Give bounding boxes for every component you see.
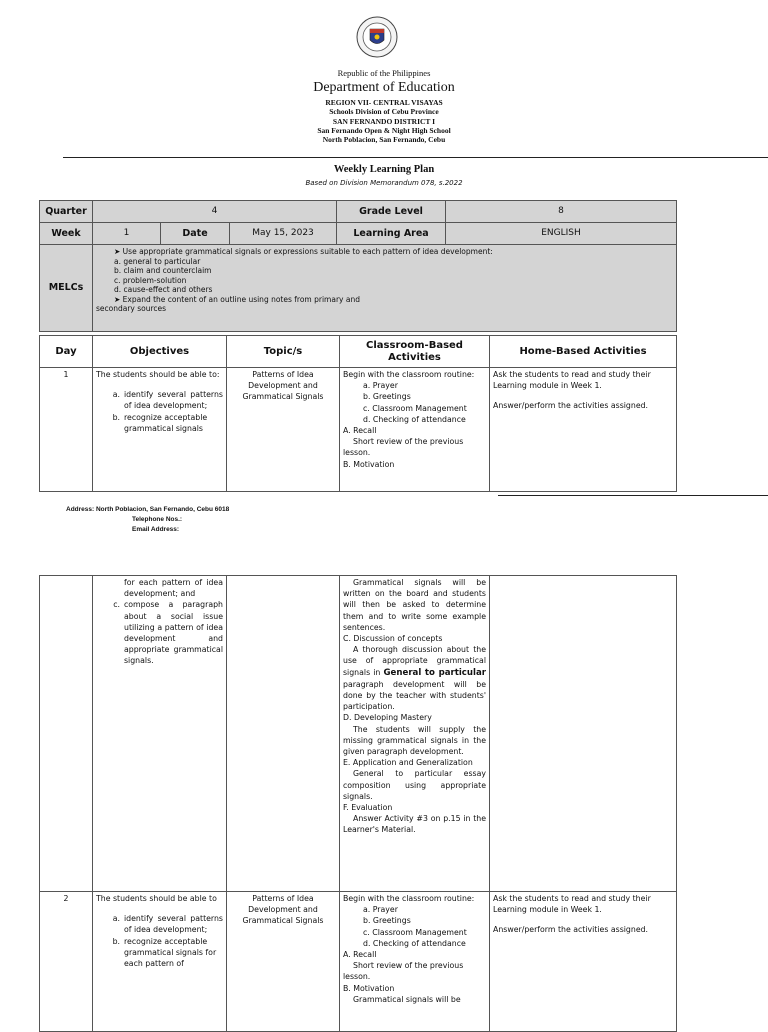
col-classroom: Classroom-Based Activities [340, 336, 490, 368]
quarter-value: 4 [93, 201, 337, 223]
footer-address: Address: North Poblacion, San Fernando, Cebu 6018 Telephone Nos.: Email Address: [66, 506, 230, 533]
objective-item: b. recognize acceptable grammatical signals [112, 412, 208, 433]
melcs-line-2: ➤ Expand the content of an outline using notes from primary and [114, 294, 360, 304]
classroom-cell: Begin with the classroom routine: a. Prayer b. Greetings c. Classroom Management d. Checking of attendance A. Recall Short review of the previous lesson. B. Motivation [340, 368, 490, 492]
objective-item: b. recognize acceptable grammatical signals for each pattern of [112, 936, 217, 969]
melcs-label: MELCs [40, 245, 93, 332]
header-office-lines [0, 98, 768, 144]
plan-title: Weekly Learning Plan [333, 164, 435, 175]
topic-cell: Patterns of Idea Development and Grammatical Signals [227, 368, 340, 492]
home-cell: Ask the students to read and study their Learning module in Week 1. Answer/perform the activities assigned. [490, 368, 677, 492]
objectives-cell [93, 368, 227, 492]
plan-table-continued [39, 575, 677, 1032]
objectives-cell: The students should be able to a. identify several patterns of idea development; b. recognize acceptable grammatical signals for each pattern of [93, 892, 227, 1032]
objective-item: a. identify several patterns of idea development; [112, 390, 223, 411]
header-school: San Fernando Open & Night High School [317, 125, 451, 135]
page-divider [498, 495, 768, 496]
objective-item: c. compose a paragraph about a social issue utilizing a pattern of idea development and appropriate grammatical signals. [113, 600, 223, 666]
melcs-content [93, 245, 677, 332]
col-day: Day [40, 336, 93, 368]
header-location: North Poblacion, San Fernando, Cebu [322, 135, 446, 145]
home-cell: Ask the students to read and study their Learning module in Week 1. Answer/perform the activities assigned. [490, 892, 677, 1032]
melcs-line-3: secondary sources [96, 304, 167, 313]
melcs-item-a: a. general to particular [114, 256, 201, 266]
plan-subtitle: Based on Division Memorandum 078, s.2022 [305, 179, 463, 187]
week-value: 1 [93, 223, 161, 245]
date-value: May 15, 2023 [230, 223, 337, 245]
area-value: ENGLISH [446, 223, 677, 245]
header-region: REGION VII- CENTRAL VISAYAS [325, 98, 443, 107]
header-department: Department of Education [313, 80, 455, 95]
col-topics: Topic/s [227, 336, 340, 368]
quarter-label: Quarter [40, 201, 93, 223]
table-row [40, 892, 677, 1032]
day-number: 1 [40, 368, 93, 492]
table-row [40, 576, 677, 892]
header-district: SAN FERNANDO DISTRICT I [332, 116, 436, 126]
header-republic: Republic of the Philippines [337, 68, 431, 78]
melcs-item-b: b. claim and counterclaim [114, 266, 212, 275]
grade-label: Grade Level [337, 201, 446, 223]
objectives-cell: for each pattern of idea development; and c. compose a paragraph about a social issue utilizing a pattern of idea development and appropriate grammatical signals. [93, 576, 227, 892]
objective-item: a. identify several patterns of idea development; [112, 914, 223, 935]
melcs-item-d: d. cause-effect and others [114, 285, 213, 294]
classroom-cell: Grammatical signals will be written on the board and students will then be asked to determine them and to write some example sentences. C. Discussion of concepts A thorough discussion about the use of appropriate grammatical signals in General to particular paragraph development will be done by the teacher with students' participation. D. Developing Mastery The students will supply the missing grammatical signals in the given paragraph development. E. Application and Generalization General to particular essay composition using appropriate signals. F. Evaluation Answer Activity #3 on p.15 in the Learner's Material. [340, 576, 490, 892]
topic-cell: Patterns of Idea Development and Grammatical Signals [227, 892, 340, 1032]
classroom-cell: Begin with the classroom routine: a. Prayer b. Greetings c. Classroom Management d. Checking of attendance A. Recall Short review of the previous lesson. B. Motivation Grammatical signals will be [340, 892, 490, 1032]
week-label: Week [40, 223, 93, 245]
table-row [40, 368, 677, 492]
date-label: Date [161, 223, 230, 245]
melcs-item-c: c. problem-solution [114, 275, 187, 285]
plan-table [39, 335, 677, 492]
melcs-line-1: ➤ Use appropriate grammatical signals or expressions suitable to each pattern of idea development: [114, 247, 493, 256]
info-table [39, 200, 677, 332]
col-objectives: Objectives [93, 336, 227, 368]
day-number: 2 [40, 892, 93, 1032]
area-label: Learning Area [337, 223, 446, 245]
grade-value: 8 [446, 201, 677, 223]
deped-seal-icon [356, 16, 398, 58]
header-division: Schools Division of Cebu Province [329, 107, 439, 117]
col-home: Home-Based Activities [490, 336, 677, 368]
objectives-intro: The students should be able to: [96, 370, 220, 379]
header-divider [63, 157, 768, 158]
